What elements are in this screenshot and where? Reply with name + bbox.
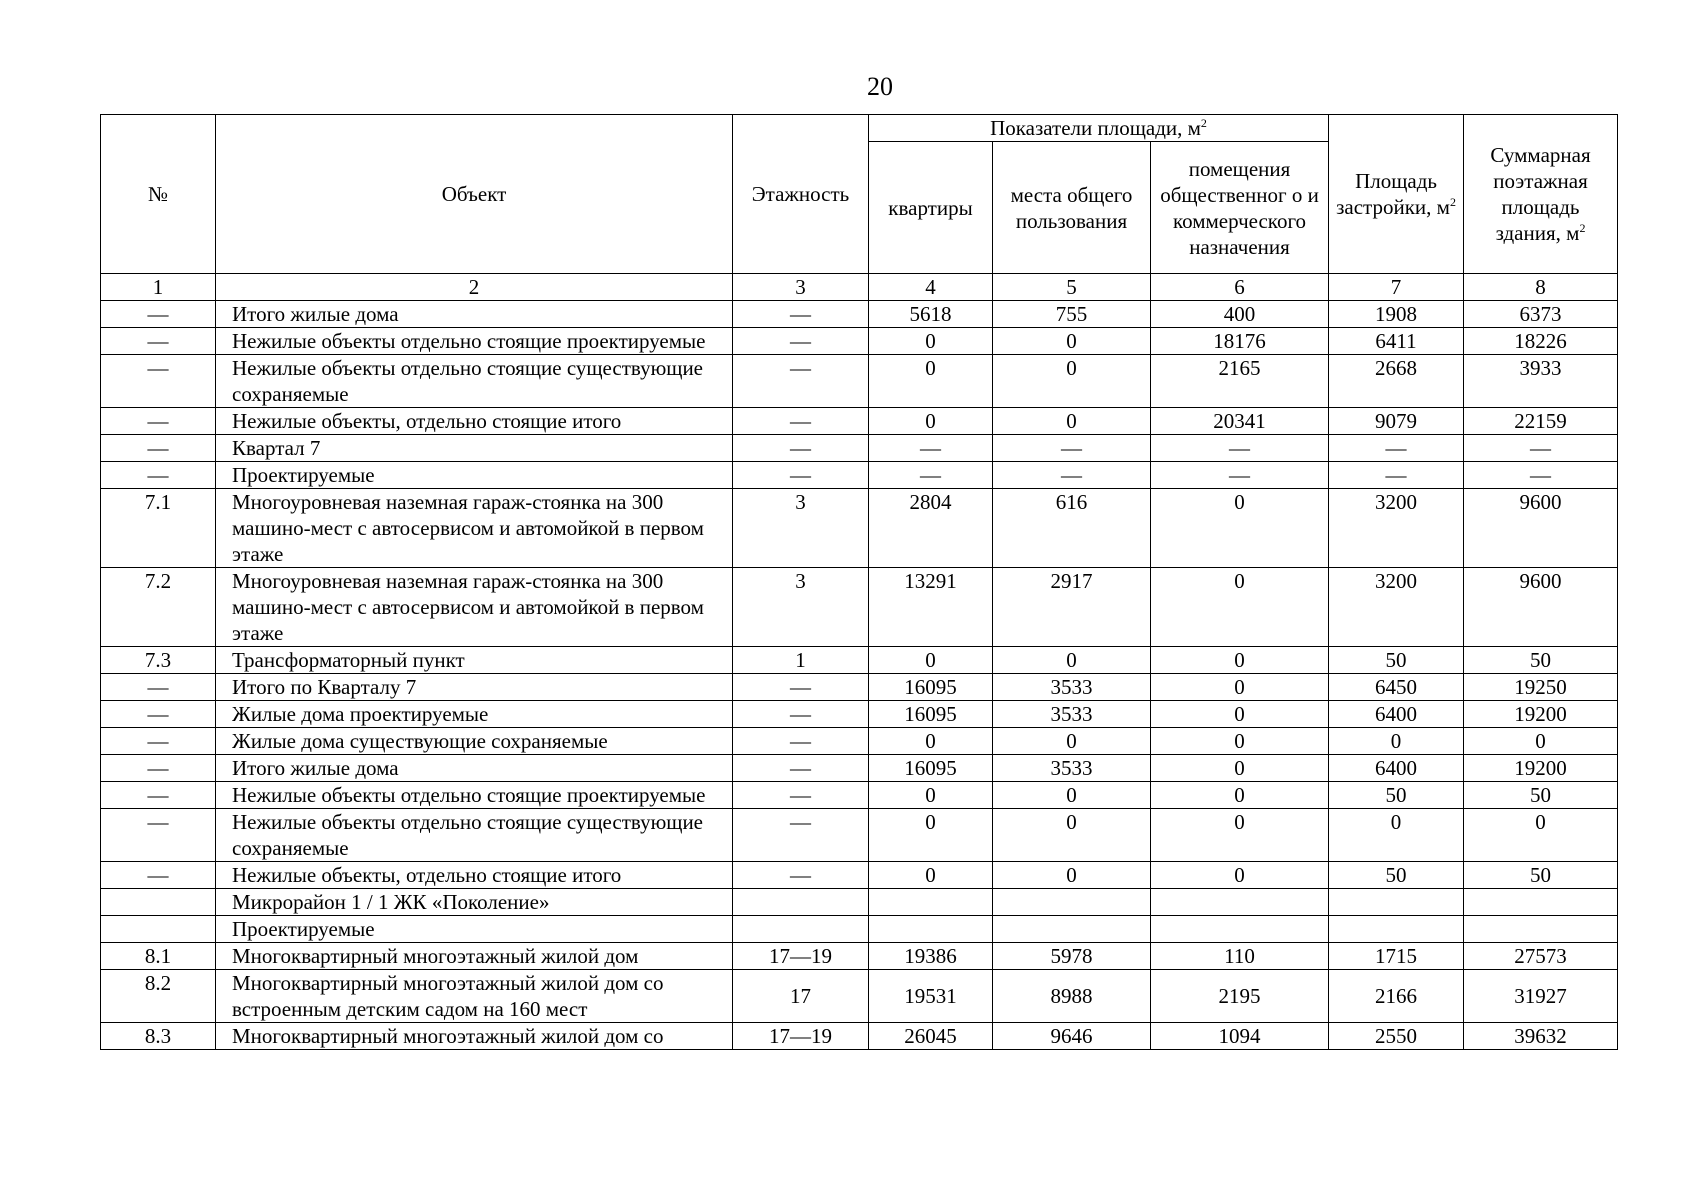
row-number: 7.2 <box>101 568 216 647</box>
row-number: 8.3 <box>101 1023 216 1050</box>
row-object: Многоуровневая наземная гараж-стоянка на 300 машино-мест с автосервисом и автомойкой в первом этаже <box>216 568 733 647</box>
row-apartments: 0 <box>869 647 993 674</box>
row-common-areas: 3533 <box>993 674 1151 701</box>
row-common-areas: — <box>993 462 1151 489</box>
row-built-area: 50 <box>1329 647 1464 674</box>
row-apartments: 16095 <box>869 701 993 728</box>
row-common-areas: 0 <box>993 647 1151 674</box>
row-number <box>101 916 216 943</box>
row-total-area: — <box>1464 462 1618 489</box>
row-apartments: 0 <box>869 328 993 355</box>
table-row <box>101 1023 1618 1050</box>
row-apartments <box>869 916 993 943</box>
row-floors: — <box>733 435 869 462</box>
table-row <box>101 647 1618 674</box>
header-object: Объект <box>216 115 733 274</box>
row-number: — <box>101 701 216 728</box>
row-object: Итого жилые дома <box>216 755 733 782</box>
row-total-area: 39632 <box>1464 1023 1618 1050</box>
column-number: 6 <box>1151 274 1329 301</box>
row-floors: — <box>733 809 869 862</box>
row-floors: — <box>733 462 869 489</box>
row-common-areas: — <box>993 435 1151 462</box>
row-apartments: 0 <box>869 809 993 862</box>
header-area-group <box>869 115 1329 142</box>
column-number: 4 <box>869 274 993 301</box>
row-built-area: 2668 <box>1329 355 1464 408</box>
table-row <box>101 701 1618 728</box>
row-commercial: 0 <box>1151 809 1329 862</box>
row-commercial: 0 <box>1151 782 1329 809</box>
row-commercial: 0 <box>1151 568 1329 647</box>
row-apartments: 26045 <box>869 1023 993 1050</box>
row-apartments: 0 <box>869 355 993 408</box>
row-object: Многоквартирный многоэтажный жилой дом со <box>216 1023 733 1050</box>
row-object: Проектируемые <box>216 462 733 489</box>
row-apartments: 0 <box>869 728 993 755</box>
row-built-area: — <box>1329 435 1464 462</box>
header-floors: Этажность <box>733 115 869 274</box>
row-object: Многоквартирный многоэтажный жилой дом со встроенным детским садом на 160 мест <box>216 970 733 1023</box>
row-apartments: 0 <box>869 408 993 435</box>
row-total-area: 3933 <box>1464 355 1618 408</box>
row-built-area: 2550 <box>1329 1023 1464 1050</box>
row-common-areas: 0 <box>993 809 1151 862</box>
row-object: Итого жилые дома <box>216 301 733 328</box>
row-object: Нежилые объекты, отдельно стоящие итого <box>216 862 733 889</box>
row-built-area: 3200 <box>1329 568 1464 647</box>
row-commercial: 18176 <box>1151 328 1329 355</box>
row-number: — <box>101 462 216 489</box>
row-object: Микрорайон 1 / 1 ЖК «Поколение» <box>216 889 733 916</box>
row-commercial: 0 <box>1151 701 1329 728</box>
table-row <box>101 301 1618 328</box>
row-number: — <box>101 408 216 435</box>
row-apartments: 19386 <box>869 943 993 970</box>
table-row <box>101 916 1618 943</box>
table-row <box>101 889 1618 916</box>
row-built-area: 2166 <box>1329 970 1464 1023</box>
row-common-areas: 616 <box>993 489 1151 568</box>
row-commercial: 0 <box>1151 489 1329 568</box>
row-built-area: — <box>1329 462 1464 489</box>
table-row <box>101 728 1618 755</box>
row-number: 8.1 <box>101 943 216 970</box>
row-number: — <box>101 355 216 408</box>
row-object: Нежилые объекты отдельно стоящие проектируемые <box>216 782 733 809</box>
row-apartments: 19531 <box>869 970 993 1023</box>
row-commercial: 2195 <box>1151 970 1329 1023</box>
row-floors: — <box>733 674 869 701</box>
row-common-areas: 0 <box>993 728 1151 755</box>
table-row <box>101 809 1618 862</box>
row-commercial: 0 <box>1151 647 1329 674</box>
header-area-group-label: Показатели площади, м <box>990 116 1201 140</box>
row-common-areas: 3533 <box>993 701 1151 728</box>
table-row <box>101 862 1618 889</box>
row-total-area <box>1464 916 1618 943</box>
row-commercial: 0 <box>1151 862 1329 889</box>
row-built-area: 1908 <box>1329 301 1464 328</box>
row-object: Многоквартирный многоэтажный жилой дом <box>216 943 733 970</box>
row-common-areas: 0 <box>993 862 1151 889</box>
row-total-area: — <box>1464 435 1618 462</box>
table-row <box>101 435 1618 462</box>
header-built-area <box>1329 115 1464 274</box>
page-number: 20 <box>867 72 893 101</box>
row-object: Жилые дома проектируемые <box>216 701 733 728</box>
header-built-area-sup: 2 <box>1449 195 1456 209</box>
row-common-areas: 0 <box>993 408 1151 435</box>
column-number: 7 <box>1329 274 1464 301</box>
row-object: Нежилые объекты, отдельно стоящие итого <box>216 408 733 435</box>
area-indicators-table <box>100 114 1618 1050</box>
row-common-areas <box>993 916 1151 943</box>
row-total-area: 0 <box>1464 728 1618 755</box>
table-row <box>101 408 1618 435</box>
row-apartments: 13291 <box>869 568 993 647</box>
row-commercial: 400 <box>1151 301 1329 328</box>
row-floors: — <box>733 862 869 889</box>
row-apartments: 0 <box>869 782 993 809</box>
column-number: 3 <box>733 274 869 301</box>
row-total-area: 19200 <box>1464 755 1618 782</box>
row-apartments: 5618 <box>869 301 993 328</box>
row-commercial <box>1151 916 1329 943</box>
row-total-area <box>1464 889 1618 916</box>
row-commercial: 0 <box>1151 755 1329 782</box>
table-row <box>101 943 1618 970</box>
row-commercial <box>1151 889 1329 916</box>
row-total-area: 18226 <box>1464 328 1618 355</box>
table-row <box>101 328 1618 355</box>
row-common-areas <box>993 889 1151 916</box>
row-apartments <box>869 889 993 916</box>
row-total-area: 19200 <box>1464 701 1618 728</box>
row-floors: — <box>733 782 869 809</box>
header-commercial: помещения общественног о и коммерческого назначения <box>1151 142 1329 274</box>
row-built-area <box>1329 889 1464 916</box>
row-number: — <box>101 328 216 355</box>
row-total-area: 27573 <box>1464 943 1618 970</box>
row-built-area <box>1329 916 1464 943</box>
row-object: Трансформаторный пункт <box>216 647 733 674</box>
row-floors: 3 <box>733 568 869 647</box>
row-total-area: 6373 <box>1464 301 1618 328</box>
row-total-area: 50 <box>1464 782 1618 809</box>
row-number: — <box>101 809 216 862</box>
row-commercial: — <box>1151 435 1329 462</box>
row-built-area: 6411 <box>1329 328 1464 355</box>
table-header <box>101 115 1618 301</box>
row-built-area: 50 <box>1329 862 1464 889</box>
row-number: — <box>101 301 216 328</box>
row-built-area: 0 <box>1329 728 1464 755</box>
row-number: 7.1 <box>101 489 216 568</box>
row-common-areas: 0 <box>993 328 1151 355</box>
row-common-areas: 755 <box>993 301 1151 328</box>
row-common-areas: 3533 <box>993 755 1151 782</box>
row-apartments: — <box>869 435 993 462</box>
column-number: 2 <box>216 274 733 301</box>
row-common-areas: 2917 <box>993 568 1151 647</box>
row-total-area: 19250 <box>1464 674 1618 701</box>
row-floors: — <box>733 328 869 355</box>
row-floors: — <box>733 301 869 328</box>
row-object: Многоуровневая наземная гараж-стоянка на 300 машино-мест с автосервисом и автомойкой в первом этаже <box>216 489 733 568</box>
row-object: Нежилые объекты отдельно стоящие проектируемые <box>216 328 733 355</box>
row-object: Жилые дома существующие сохраняемые <box>216 728 733 755</box>
row-commercial: 1094 <box>1151 1023 1329 1050</box>
header-total-area-sup: 2 <box>1579 221 1586 235</box>
header-built-area-label: Площадь застройки, м <box>1336 169 1450 219</box>
row-commercial: — <box>1151 462 1329 489</box>
row-commercial: 20341 <box>1151 408 1329 435</box>
row-number: 8.2 <box>101 970 216 1023</box>
row-total-area: 22159 <box>1464 408 1618 435</box>
column-numbers-row <box>101 274 1618 301</box>
row-apartments: 0 <box>869 862 993 889</box>
row-commercial: 0 <box>1151 728 1329 755</box>
row-common-areas: 5978 <box>993 943 1151 970</box>
row-floors <box>733 889 869 916</box>
row-apartments: 16095 <box>869 755 993 782</box>
table-row <box>101 970 1618 1023</box>
row-floors: 17—19 <box>733 943 869 970</box>
header-apartments: квартиры <box>869 142 993 274</box>
row-apartments: 16095 <box>869 674 993 701</box>
row-built-area: 6450 <box>1329 674 1464 701</box>
row-number <box>101 889 216 916</box>
row-floors: — <box>733 355 869 408</box>
row-common-areas: 9646 <box>993 1023 1151 1050</box>
table-row <box>101 568 1618 647</box>
row-built-area: 0 <box>1329 809 1464 862</box>
row-floors <box>733 916 869 943</box>
row-commercial: 110 <box>1151 943 1329 970</box>
column-number: 5 <box>993 274 1151 301</box>
header-total-area <box>1464 115 1618 274</box>
header-area-group-sup: 2 <box>1200 116 1207 130</box>
table-row <box>101 674 1618 701</box>
row-built-area: 1715 <box>1329 943 1464 970</box>
row-floors: 1 <box>733 647 869 674</box>
row-number: — <box>101 674 216 701</box>
row-number: 7.3 <box>101 647 216 674</box>
row-commercial: 2165 <box>1151 355 1329 408</box>
table-body <box>101 301 1618 1050</box>
header-common-areas: места общего пользования <box>993 142 1151 274</box>
row-total-area: 0 <box>1464 809 1618 862</box>
row-object: Квартал 7 <box>216 435 733 462</box>
row-floors: — <box>733 755 869 782</box>
row-total-area: 9600 <box>1464 568 1618 647</box>
row-object: Нежилые объекты отдельно стоящие существующие сохраняемые <box>216 355 733 408</box>
row-number: — <box>101 862 216 889</box>
row-floors: — <box>733 408 869 435</box>
row-apartments: — <box>869 462 993 489</box>
column-number: 1 <box>101 274 216 301</box>
row-common-areas: 8988 <box>993 970 1151 1023</box>
table-row <box>101 782 1618 809</box>
row-floors: — <box>733 701 869 728</box>
row-object: Нежилые объекты отдельно стоящие существующие сохраняемые <box>216 809 733 862</box>
row-number: — <box>101 755 216 782</box>
row-total-area: 50 <box>1464 862 1618 889</box>
row-built-area: 50 <box>1329 782 1464 809</box>
row-floors: 17 <box>733 970 869 1023</box>
row-object: Проектируемые <box>216 916 733 943</box>
row-floors: — <box>733 728 869 755</box>
row-apartments: 2804 <box>869 489 993 568</box>
header-total-area-label: Суммарная поэтажная площадь здания, м <box>1490 143 1591 245</box>
table-row <box>101 462 1618 489</box>
row-number: — <box>101 782 216 809</box>
row-number: — <box>101 435 216 462</box>
table-row <box>101 755 1618 782</box>
row-object: Итого по Кварталу 7 <box>216 674 733 701</box>
row-floors: 17—19 <box>733 1023 869 1050</box>
header-no: № <box>101 115 216 274</box>
row-built-area: 3200 <box>1329 489 1464 568</box>
row-floors: 3 <box>733 489 869 568</box>
row-built-area: 6400 <box>1329 701 1464 728</box>
row-common-areas: 0 <box>993 355 1151 408</box>
table-row <box>101 355 1618 408</box>
row-total-area: 31927 <box>1464 970 1618 1023</box>
table-row <box>101 489 1618 568</box>
row-built-area: 6400 <box>1329 755 1464 782</box>
row-number: — <box>101 728 216 755</box>
row-total-area: 50 <box>1464 647 1618 674</box>
row-built-area: 9079 <box>1329 408 1464 435</box>
row-total-area: 9600 <box>1464 489 1618 568</box>
row-common-areas: 0 <box>993 782 1151 809</box>
row-commercial: 0 <box>1151 674 1329 701</box>
column-number: 8 <box>1464 274 1618 301</box>
